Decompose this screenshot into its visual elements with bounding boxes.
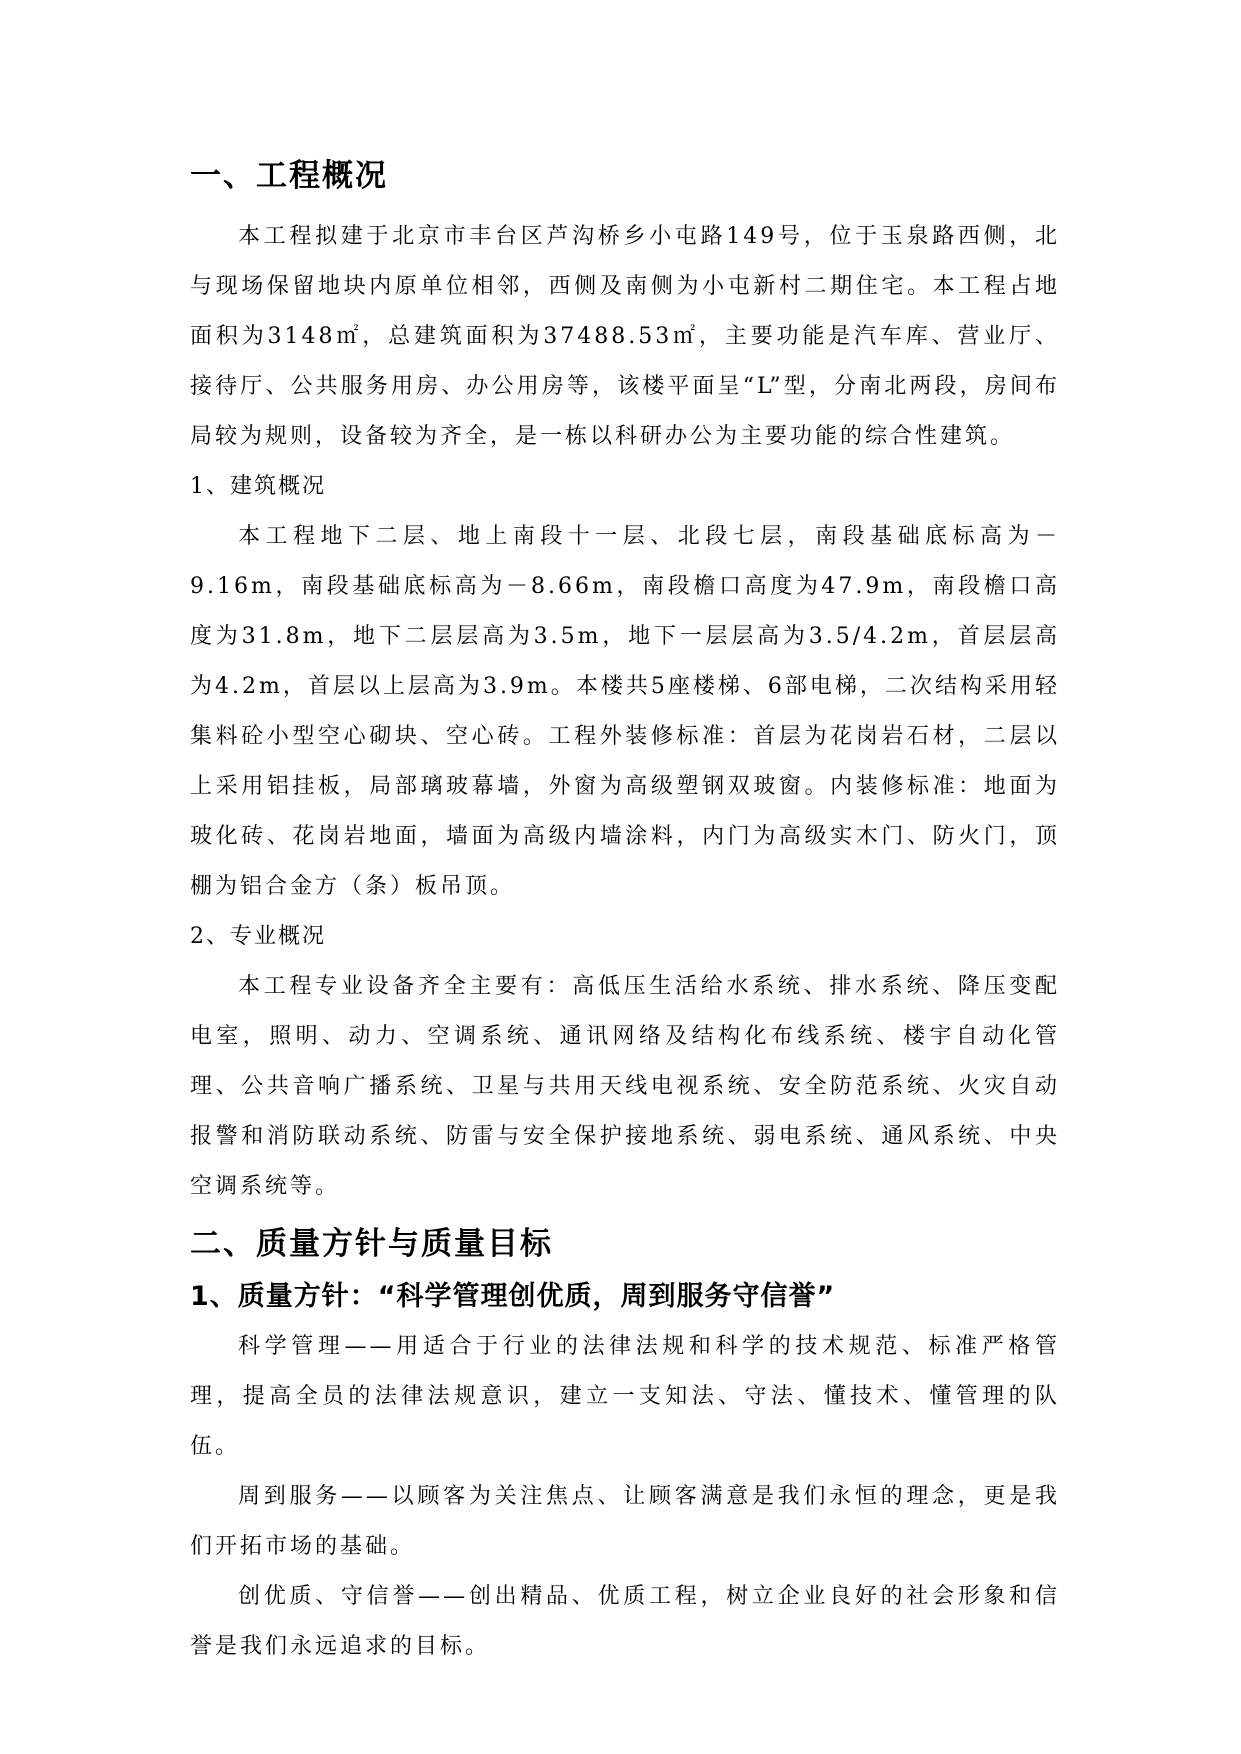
building-overview-label: 1、建筑概况: [190, 474, 326, 499]
specialty-overview-paragraph: 本工程专业设备齐全主要有：高低压生活给水系统、排水系统、降压变配电室，照明、动力、空调系统、通讯网络及结构化布线系统、楼宇自动化管理、公共音响广播系统、卫星与共用天线电视系统、安全防范系统、火灾自动报警和消防联动系统、防雷与安全保护接地系统、弱电系统、通风系统、中央空调系统等。: [190, 974, 1060, 1199]
building-overview-paragraph: 本工程地下二层、地上南段十一层、北段七层，南段基础底标高为－9.16m，南段基础底标高为－8.66m，南段檐口高度为47.9m，南段檐口高度为31.8m，地下二层层高为3.5m，地下一层层高为3.5/4.2m，首层层高为4.2m，首层以上层高为3.9m。本楼共5座楼梯、6部电梯，二次结构采用轻集料砼小型空心砌块、空心砖。工程外装修标准：首层为花岗岩石材，二层以上采用铝挂板，局部璃玻幕墙，外窗为高级塑钢双玻窗。内装修标准：地面为玻化砖、花岗岩地面，墙面为高级内墙涂料，内门为高级实木门、防火门，顶棚为铝合金方（条）板吊顶。: [190, 524, 1060, 899]
specialty-overview-label: 2、专业概况: [190, 924, 326, 949]
scientific-management-paragraph: 科学管理——用适合于行业的法律法规和科学的技术规范、标准严格管理，提高全员的法律法规意识，建立一支知法、守法、懂技术、懂管理的队伍。: [190, 1334, 1060, 1459]
quality-credibility-paragraph: 创优质、守信誉——创出精品、优质工程，树立企业良好的社会形象和信誉是我们永远追求的目标。: [190, 1584, 1060, 1659]
thoughtful-service-paragraph: 周到服务——以顾客为关注焦点、让顾客满意是我们永恒的理念，更是我们开拓市场的基础。: [190, 1484, 1060, 1559]
quality-policy-heading: 1、质量方针：“科学管理创优质，周到服务守信誉”: [190, 1281, 836, 1312]
project-intro-paragraph: 本工程拟建于北京市丰台区芦沟桥乡小屯路149号，位于玉泉路西侧，北与现场保留地块内原单位相邻，西侧及南侧为小屯新村二期住宅。本工程占地面积为3148㎡，总建筑面积为37488.53㎡，主要功能是汽车库、营业厅、接待厅、公共服务用房、办公用房等，该楼平面呈“L”型，分南北两段，房间布局较为规则，设备较为齐全，是一栋以科研办公为主要功能的综合性建筑。: [190, 224, 1060, 449]
document-body: [190, 150, 1060, 1672]
section-heading-quality-policy: 二、质量方针与质量目标: [190, 1226, 553, 1262]
section-heading-project-overview: 一、工程概况: [190, 158, 388, 194]
